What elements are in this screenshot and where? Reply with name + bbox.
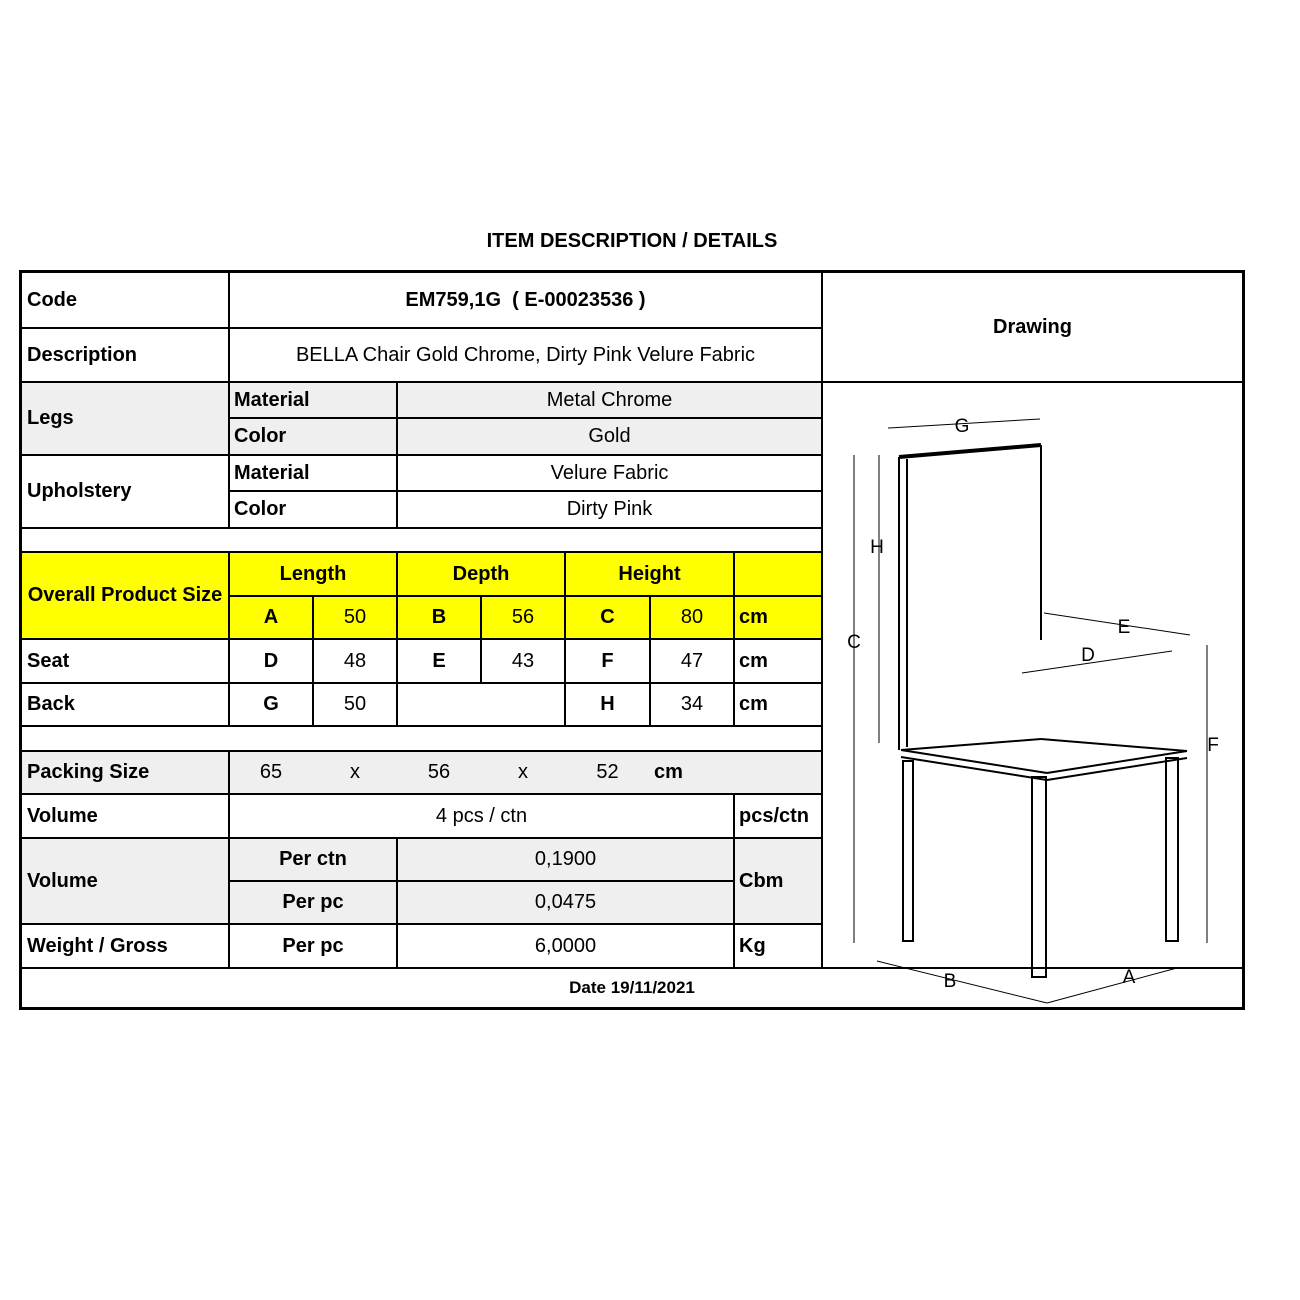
code-label: Code bbox=[27, 288, 77, 311]
packing-depth: 56 bbox=[427, 761, 451, 783]
weight-label: Weight / Gross bbox=[27, 934, 168, 957]
back-h-value: 34 bbox=[680, 693, 704, 715]
spec-sheet bbox=[19, 270, 1245, 1010]
depth-header: Depth bbox=[398, 553, 564, 595]
packing-height: 52 bbox=[596, 761, 619, 783]
seat-d-letter: D bbox=[263, 649, 279, 672]
legs-material-label: Material bbox=[230, 383, 396, 417]
back-g-value: 50 bbox=[343, 693, 367, 715]
drawing-label-f: F bbox=[1207, 735, 1219, 756]
volume-pcs-unit: pcs/ctn bbox=[739, 804, 810, 827]
page-title: ITEM DESCRIPTION / DETAILS bbox=[486, 230, 778, 252]
weight-unit: Kg bbox=[739, 934, 766, 957]
back-label: Back bbox=[27, 693, 75, 715]
volume-cbm-unit: Cbm bbox=[735, 839, 821, 923]
overall-c-letter: C bbox=[566, 597, 649, 638]
drawing-label-a: A bbox=[1122, 967, 1136, 988]
overall-unit: cm bbox=[735, 597, 821, 638]
per-ctn-value: 0,1900 bbox=[398, 839, 733, 880]
drawing-label-c: C bbox=[847, 632, 861, 653]
volume-pcs-value: 4 pcs / ctn bbox=[435, 804, 528, 827]
seat-e-letter: E bbox=[432, 649, 446, 672]
overall-b-value: 56 bbox=[482, 597, 564, 638]
overall-a-letter: A bbox=[230, 597, 312, 638]
description-label: Description bbox=[27, 343, 138, 366]
packing-times-2: x bbox=[518, 761, 528, 783]
per-pc-value: 0,0475 bbox=[398, 882, 733, 923]
volume-pcs-label: Volume bbox=[27, 804, 98, 827]
legs-label: Legs bbox=[22, 383, 228, 454]
overall-empty-cell bbox=[735, 553, 821, 595]
date: Date 19/11/2021 bbox=[569, 977, 695, 997]
upholstery-material-value: Velure Fabric bbox=[550, 461, 669, 484]
overall-b-letter: B bbox=[398, 597, 480, 638]
weight-per-pc-label: Per pc bbox=[282, 934, 344, 957]
drawing-label-h: H bbox=[870, 537, 884, 558]
overall-size-label: Overall Product Size bbox=[22, 553, 228, 638]
drawing-label-g: G bbox=[954, 416, 970, 437]
seat-f-letter: F bbox=[601, 649, 614, 672]
overall-c-value: 80 bbox=[651, 597, 733, 638]
upholstery-color-value: Dirty Pink bbox=[566, 498, 653, 520]
chair-legs bbox=[903, 758, 1178, 977]
back-unit: cm bbox=[739, 693, 768, 715]
per-ctn-label: Per ctn bbox=[230, 839, 396, 880]
chair-back bbox=[899, 445, 1041, 750]
volume-cbm-label: Volume bbox=[22, 839, 228, 923]
drawing-header: Drawing bbox=[993, 315, 1072, 338]
legs-color-value: Gold bbox=[398, 419, 821, 454]
seat-label: Seat bbox=[27, 649, 70, 672]
chair-seat bbox=[901, 739, 1187, 780]
seat-d-value: 48 bbox=[343, 649, 367, 672]
seat-e-value: 43 bbox=[511, 649, 535, 672]
legs-material-value: Metal Chrome bbox=[398, 383, 821, 417]
seat-unit: cm bbox=[739, 649, 768, 672]
packing-times-1: x bbox=[350, 761, 360, 783]
length-header: Length bbox=[230, 553, 396, 595]
packing-label: Packing Size bbox=[22, 752, 228, 793]
seat-f-value: 47 bbox=[680, 649, 704, 672]
upholstery-color-label: Color bbox=[234, 498, 287, 520]
packing-unit: cm bbox=[654, 761, 683, 783]
upholstery-label: Upholstery bbox=[27, 480, 132, 502]
legs-color-label: Color bbox=[230, 419, 396, 454]
description-value: BELLA Chair Gold Chrome, Dirty Pink Velure Fabric bbox=[295, 343, 756, 366]
weight-value: 6,0000 bbox=[534, 934, 597, 957]
height-header: Height bbox=[566, 553, 733, 595]
upholstery-material-label: Material bbox=[234, 461, 310, 484]
back-g-letter: G bbox=[263, 693, 279, 715]
drawing-label-d: D bbox=[1081, 645, 1095, 666]
drawing-label-e: E bbox=[1117, 617, 1131, 638]
per-pc-label: Per pc bbox=[230, 882, 396, 923]
chair-drawing bbox=[822, 383, 1242, 992]
packing-length: 65 bbox=[259, 761, 283, 783]
code-value: EM759,1G ( E-00023536 ) bbox=[405, 288, 646, 311]
overall-a-value: 50 bbox=[314, 597, 396, 638]
back-h-letter: H bbox=[600, 693, 615, 715]
drawing-label-b: B bbox=[943, 971, 957, 992]
